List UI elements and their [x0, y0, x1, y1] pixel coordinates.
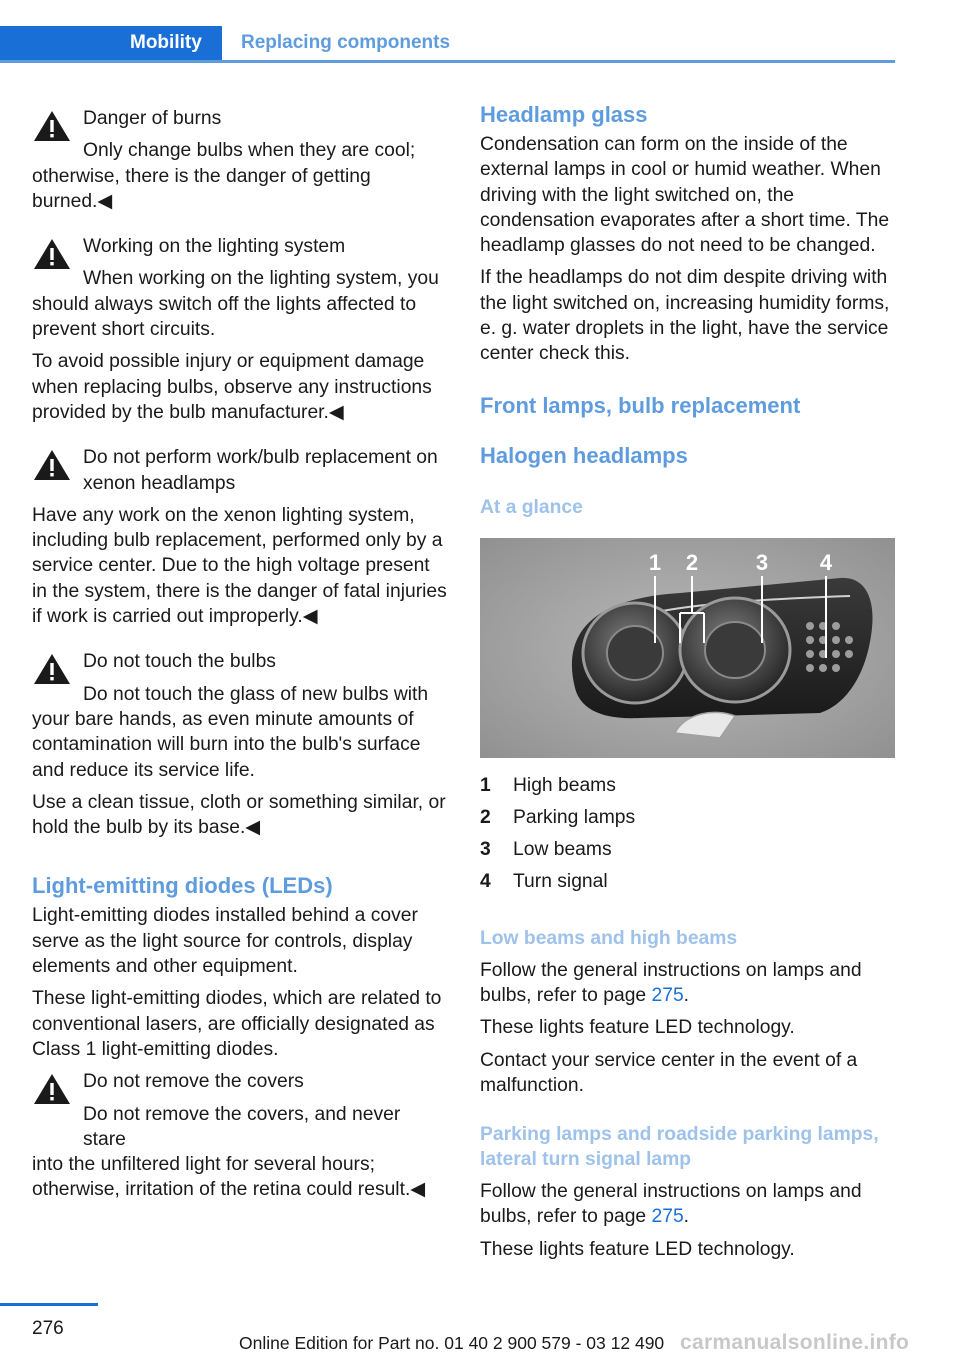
legend-label: Turn signal [513, 870, 608, 892]
heading-leds: Light-emitting diodes (LEDs) [32, 873, 333, 899]
footer-divider [0, 1303, 98, 1306]
callout-1: 1 [648, 549, 662, 575]
legend-number: 4 [480, 870, 491, 892]
photo-legend [480, 770, 896, 898]
warning-text-first-line: Only change bulbs when they are cool; [83, 140, 416, 162]
heading-halogen-headlamps: Halogen headlamps [480, 442, 688, 468]
warning-do-not-remove-covers [32, 1069, 448, 1202]
warning-xenon-headlamps [32, 445, 448, 629]
warning-title-continued: xenon headlamps [83, 472, 236, 494]
header-divider [0, 60, 895, 63]
warning-text: into the unfiltered light for several hours; otherwise, irritation of the retina could result.◀ [32, 1154, 426, 1201]
warning-text: your bare hands, as even minute amounts of contamination will burn into the bulb's surface and reduce its service life. [32, 708, 421, 781]
paragraph: Follow the general instructions on lamps and bulbs, refer to page 275. [480, 959, 862, 1006]
legend-item [480, 866, 896, 898]
callout-3: 3 [755, 549, 769, 575]
warning-triangle-icon [32, 1071, 72, 1107]
paragraph: These light-emitting diodes, which are related to conventional lasers, are officially designated as Class 1 light-emitting diodes. [32, 988, 442, 1060]
paragraph: Light-emitting diodes installed behind a cover serve as the light source for controls, display elements and other equipment. [32, 905, 418, 978]
warning-text-first-line: When working on the lighting system, you [83, 268, 439, 290]
warning-title: Danger of burns [83, 108, 222, 129]
paragraph: Contact your service center in the event of a malfunction. [480, 1049, 858, 1096]
left-column [32, 102, 448, 1210]
warning-danger-of-burns [32, 106, 448, 214]
legend-item [480, 770, 896, 802]
callout-2: 2 [685, 549, 699, 575]
right-column [480, 102, 896, 1269]
warning-title: Working on the lighting system [83, 236, 346, 258]
legend-number: 2 [480, 806, 491, 828]
warning-text: Have any work on the xenon lighting system, including bulb replacement, performed only by a service center. Due to the high voltage present in the system, there is the danger of fatal injuries if work is carried out improperly.◀ [32, 504, 447, 628]
legend-label: High beams [513, 774, 616, 796]
paragraph: Follow the general instructions on lamps and bulbs, refer to page 275. [480, 1181, 862, 1228]
legend-item [480, 802, 896, 834]
page-link-275[interactable]: 275 [651, 1206, 684, 1228]
paragraph: These lights feature LED technology. [480, 1017, 795, 1039]
legend-number: 1 [480, 774, 491, 796]
warning-title: Do not touch the bulbs [83, 651, 276, 673]
warning-text: Use a clean tissue, cloth or something similar, or hold the bulb by its base.◀ [32, 791, 446, 839]
legend-label: Low beams [513, 838, 612, 860]
legend-item [480, 834, 896, 866]
heading-headlamp-glass: Headlamp glass [480, 102, 648, 127]
warning-text: otherwise, there is the danger of getting burned.◀ [32, 165, 371, 212]
legend-label: Parking lamps [513, 806, 636, 828]
legend-number: 3 [480, 838, 491, 860]
warning-text-first-line: Do not remove the covers, and never stare [83, 1103, 401, 1150]
headlamp-photo [480, 538, 895, 758]
heading-low-high-beams: Low beams and high beams [480, 927, 738, 949]
warning-triangle-icon [32, 447, 72, 483]
heading-front-lamps: Front lamps, bulb replacement [480, 392, 801, 418]
warning-triangle-icon [32, 108, 72, 144]
page-header [0, 0, 960, 62]
warning-triangle-icon [32, 236, 72, 272]
paragraph: These lights feature LED technology. [480, 1238, 795, 1260]
paragraph: If the headlamps do not dim despite driving with the light switched on, increasing humidity forms, e. g. water droplets in the light, have the service center check this. [480, 267, 890, 365]
warning-text: should always switch off the lights affected to prevent short circuits. [32, 293, 417, 341]
edition-note: Online Edition for Part no. 01 40 2 900 579 - 03 12 490 [239, 1333, 665, 1353]
page-link-275[interactable]: 275 [651, 984, 684, 1006]
warning-title: Do not perform work/bulb replacement on [83, 447, 438, 469]
paragraph: Condensation can form on the inside of the external lamps in cool or humid weather. When driving with the light switched on, the condensation evaporates after a short time. The headlamp glasses do not need to be changed. [480, 134, 890, 257]
warning-do-not-touch-bulbs [32, 649, 448, 840]
page-number: 276 [32, 1318, 64, 1339]
heading-at-a-glance: At a glance [480, 496, 583, 518]
warning-text-first-line: Do not touch the glass of new bulbs with [83, 683, 429, 705]
heading-parking-lamps: Parking lamps and roadside parking lamps, lateral turn signal lamp [480, 1124, 879, 1171]
watermark: carmanualsonline.info [680, 1331, 910, 1354]
warning-text: To avoid possible injury or equipment damage when replacing bulbs, observe any instructions provided by the bulb manufacturer.◀ [32, 351, 432, 423]
subsection-tab-replacing-components: Replacing components [241, 32, 451, 53]
warning-triangle-icon [32, 651, 72, 687]
warning-title: Do not remove the covers [83, 1071, 304, 1093]
callout-4: 4 [819, 549, 833, 575]
warning-lighting-system [32, 234, 448, 425]
section-tab-mobility: Mobility [0, 26, 222, 60]
